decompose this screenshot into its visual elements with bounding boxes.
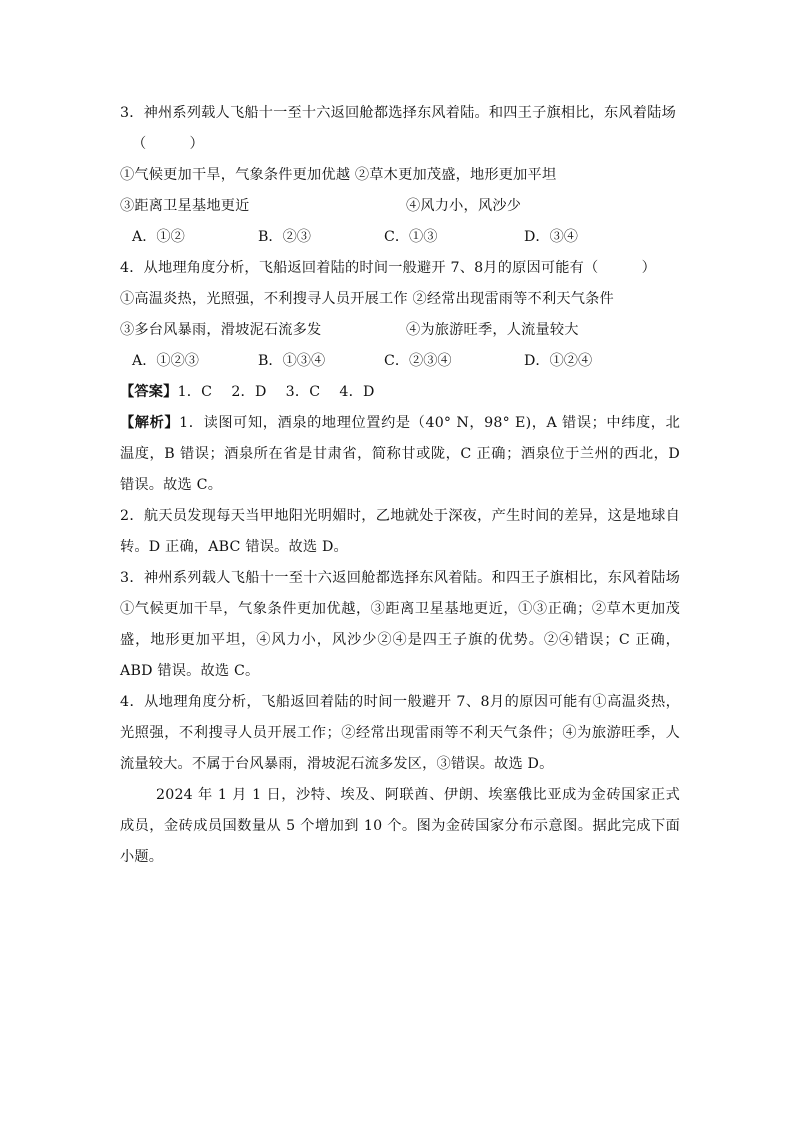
analysis-1-text: 1．读图可知，酒泉的地理位置约是（40° N，98° E)，A 错误；中纬度，北温度，B 错误；酒泉所在省是甘肃省，简称甘或陇，C 正确；酒泉位于兰州的西北，D 错误。故选 C。 <box>120 415 680 493</box>
question-3-stem: 3．神州系列载人飞船十一至十六返回舱都选择东风着陆。和四王子旗相比，东风着陆场 <box>120 105 676 121</box>
question-4-stem: 4．从地理角度分析，飞船返回着陆的时间一般避开 7、8月的原因可能有（ ） <box>120 260 656 276</box>
question-4-choice-b: B．①③④ <box>258 353 326 369</box>
analysis-2: 2．航天员发现每天当甲地阳光明媚时，乙地就处于深夜，产生时间的差异，这是地球自转。D 正确，ABC 错误。故选 D。 <box>120 508 680 555</box>
answer-line <box>120 377 680 408</box>
question-4-option-4: ④为旅游旺季，人流量较大 <box>406 322 579 338</box>
analysis-1 <box>120 408 680 501</box>
question-4-option-3-4 <box>120 315 680 346</box>
question-4-choice-d: D．①②④ <box>524 353 593 369</box>
analysis-4: 4．从地理角度分析，飞船返回着陆的时间一般避开 7、8月的原因可能有①高温炎热，光照强，不利搜寻人员开展工作；②经常出现雷雨等不利天气条件；④为旅游旺季，人流量较大。不属于台风暴雨，滑坡泥石流多发区，③错误。故选 D。 <box>120 694 680 772</box>
question-3-option-1-2: ①气候更加干旱，气象条件更加优越 ②草木更加茂盛，地形更加平坦 <box>120 167 557 183</box>
question-3-choices <box>120 222 680 253</box>
analysis-label: 【解析】 <box>120 415 180 431</box>
answer-label: 【答案】 <box>120 384 178 400</box>
question-4-choice-a: A．①②③ <box>132 353 199 369</box>
question-3-option-3: ③距离卫星基地更近 <box>120 198 250 214</box>
analysis-3: 3．神州系列载人飞船十一至十六返回舱都选择东风着陆。和四王子旗相比，东风着陆场①气候更加干旱，气象条件更加优越，③距离卫星基地更近，①③正确；②草木更加茂盛，地形更加平坦，④风力小，风沙少②④是四王子旗的优势。②④错误；C 正确，ABD 错误。故选 C。 <box>120 570 680 679</box>
question-3-choice-d: D．③④ <box>524 229 578 245</box>
question-4-choice-c: C．②③④ <box>384 353 452 369</box>
question-3-option-3-4 <box>120 191 680 222</box>
question-4-option-3: ③多台风暴雨，滑坡泥石流多发 <box>120 322 322 338</box>
question-3-choice-b: B．②③ <box>258 229 311 245</box>
answer-text: 1．C 2．D 3．C 4．D <box>177 384 375 400</box>
document-page <box>120 98 680 873</box>
question-4-option-1-2: ①高温炎热，光照强，不利搜寻人员开展工作 ②经常出现雷雨等不利天气条件 <box>120 291 614 307</box>
intro-paragraph: 2024 年 1 月 1 日，沙特、埃及、阿联酋、伊朗、埃塞俄比亚成为金砖国家正式成员，金砖成员国数量从 5 个增加到 10 个。图为金砖国家分布示意图。据此完成下面小题。 <box>120 787 680 865</box>
question-3-option-4: ④风力小，风沙少 <box>406 198 522 214</box>
question-3-choice-c: C．①③ <box>384 229 438 245</box>
question-4-choices <box>120 346 680 377</box>
question-3-choice-a: A．①② <box>132 229 185 245</box>
question-3-paren: （ ） <box>132 136 204 152</box>
